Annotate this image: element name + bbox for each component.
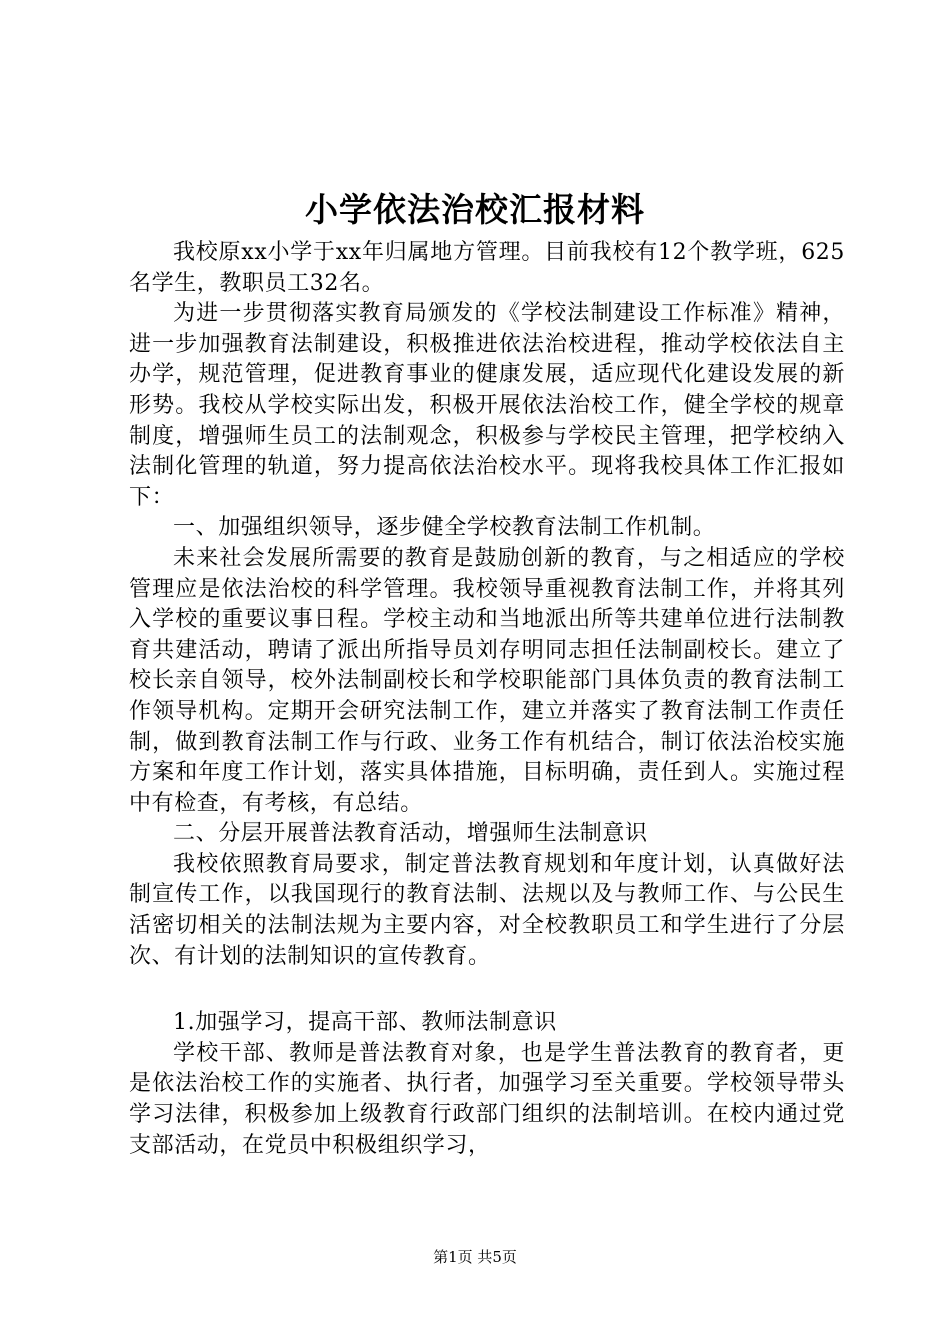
- section-heading-2: 二、分层开展普法教育活动，增强师生法制意识: [173, 821, 648, 847]
- subsection-heading-1: 1.加强学习，提高干部、教师法制意识: [173, 1010, 557, 1036]
- paragraph-section-2: 我校依照教育局要求，制定普法教育规划和年度计划，认真做好法制宣传工作，以我国现行的教育法制、法规以及与教师工作、与公民生活密切相关的法制法规为主要内容，对全校教职员工和学生进行了分层次、有计划的法制知识的宣传教育。: [129, 851, 845, 969]
- paragraph-gap: [129, 972, 845, 1008]
- paragraph-purpose: 为进一步贯彻落实教育局颁发的《学校法制建设工作标准》精神，进一步加强教育法制建设，积极推进依法治校进程，推动学校依法自主办学，规范管理，促进教育事业的健康发展，适应现代化建设发展的新形势。我校从学校实际出发，积极开展依法治校工作，健全学校的规章制度，增强师生员工的法制观念，积极参与学校民主管理，把学校纳入法制化管理的轨道，努力提高依法治校水平。现将我校具体工作汇报如下：: [129, 301, 845, 510]
- paragraph-intro: 我校原xx小学于xx年归属地方管理。目前我校有12个教学班，625名学生，教职员工32名。: [129, 240, 845, 296]
- paragraph-subsection-1: 学校干部、教师是普法教育对象，也是学生普法教育的教育者，更是依法治校工作的实施者、执行者，加强学习至关重要。学校领导带头学习法律，积极参加上级教育行政部门组织的法制培训。在校内通过党支部活动，在党员中积极组织学习，: [129, 1040, 845, 1158]
- document-body: [129, 238, 845, 1161]
- document-title: 小学依法治校汇报材料: [305, 190, 645, 229]
- section-heading-1: 一、加强组织领导，逐步健全学校教育法制工作机制。: [173, 515, 716, 541]
- page-number-footer: 第1页 共5页: [433, 1248, 517, 1266]
- paragraph-section-1: 未来社会发展所需要的教育是鼓励创新的教育，与之相适应的学校管理应是依法治校的科学管理。我校领导重视教育法制工作，并将其列入学校的重要议事日程。学校主动和当地派出所等共建单位进行法制教育共建活动，聘请了派出所指导员刘存明同志担任法制副校长。建立了校长亲自领导，校外法制副校长和学校职能部门具体负责的教育法制工作领导机构。定期开会研究法制工作，建立并落实了教育法制工作责任制，做到教育法制工作与行政、业务工作有机结合，制订依法治校实施方案和年度工作计划，落实具体措施，目标明确，责任到人。实施过程中有检查，有考核，有总结。: [129, 545, 845, 816]
